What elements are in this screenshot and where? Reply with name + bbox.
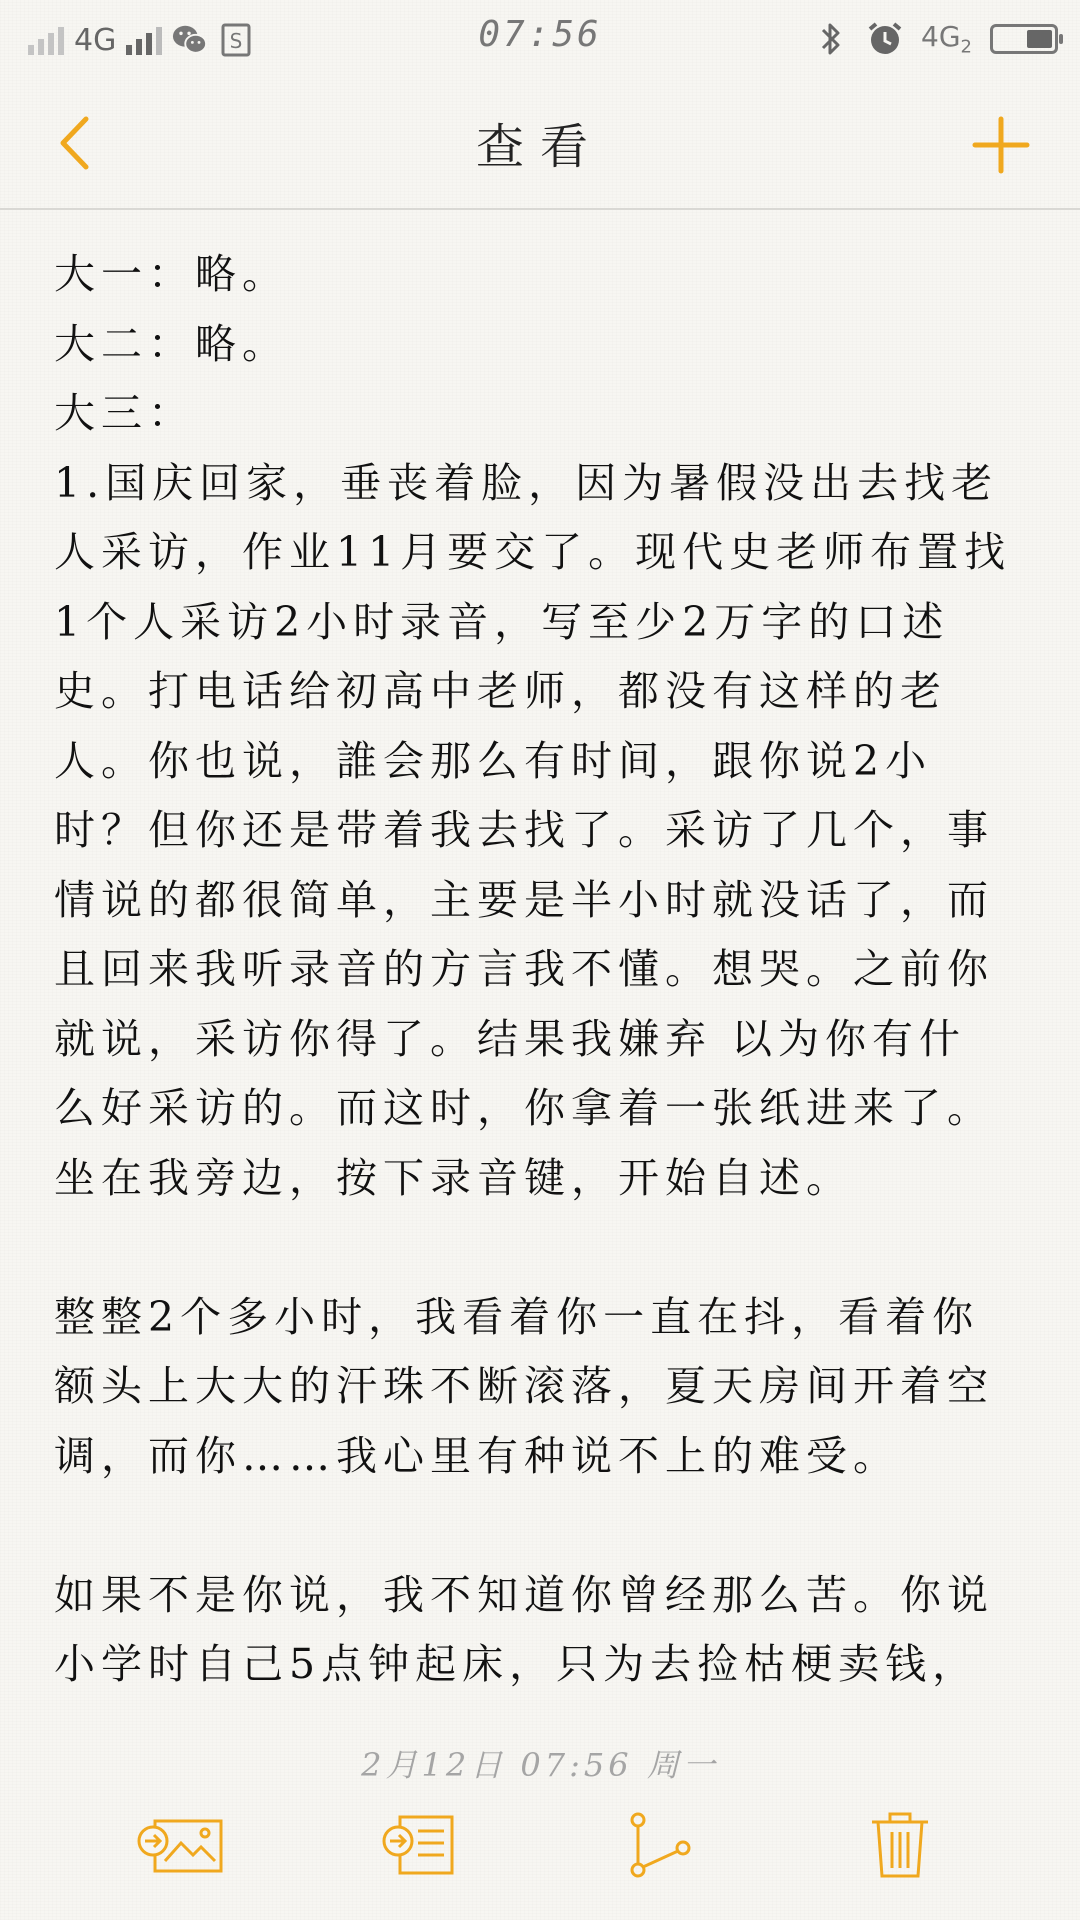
battery-level	[1027, 30, 1052, 48]
nav-bar	[0, 78, 1080, 210]
note-line: 如果不是你说，我不知道你曾经那么苦。你说	[54, 1570, 994, 1619]
network-type-label: 4G	[74, 22, 117, 58]
note-line: 大三：	[54, 389, 195, 437]
note-blank-line	[54, 1491, 1024, 1561]
network-4g2-label	[921, 20, 972, 58]
status-bar	[0, 0, 1080, 78]
plus-icon	[971, 115, 1031, 175]
network-right-label: 4G	[921, 20, 961, 54]
note-timestamp: 2月12日 07:56 周一	[361, 1746, 719, 1784]
checklist-button[interactable]	[365, 1790, 475, 1900]
battery-icon	[990, 24, 1058, 54]
note-line: 调，而你……我心里有种说不上的难受。	[54, 1431, 900, 1480]
trash-icon	[868, 1810, 932, 1880]
note-line: 人。你也说，誰会那么有时间，跟你说2小	[54, 736, 933, 785]
alarm-icon	[867, 21, 903, 57]
note-line: 坐在我旁边，按下录音键，开始自述。	[54, 1153, 853, 1202]
insert-image-button[interactable]	[125, 1790, 235, 1900]
checklist-icon	[380, 1813, 460, 1877]
note-body[interactable]	[54, 240, 1024, 1705]
share-button[interactable]	[605, 1790, 715, 1900]
note-line: 大一：略。	[54, 250, 289, 298]
note-line: 且回来我听录音的方言我不懂。想哭。之前你	[54, 945, 994, 993]
note-line: 1.国庆回家，垂丧着脸，因为暑假没出去找老	[54, 458, 999, 507]
bluetooth-icon	[813, 21, 849, 57]
status-time: 07:56	[478, 14, 602, 55]
note-line: 1个人采访2小时录音，写至少2万字的口述	[54, 597, 950, 646]
note-line: 史。打电话给初高中老师，都没有这样的老	[54, 667, 947, 715]
note-line: 人采访，作业11月要交了。现代史老师布置找	[54, 528, 1012, 576]
page-title: 查看	[475, 119, 604, 175]
delete-button[interactable]	[845, 1790, 955, 1900]
note-line: 大二：略。	[54, 319, 289, 368]
add-note-button[interactable]	[966, 110, 1036, 180]
bottom-toolbar	[0, 1770, 1080, 1920]
note-blank-line	[54, 1213, 1024, 1283]
note-line: 小学时自己5点钟起床，只为去捡枯梗卖钱，	[54, 1640, 980, 1688]
note-line: 情说的都很简单，主要是半小时就没话了，而	[54, 875, 994, 924]
note-line: 么好采访的。而这时，你拿着一张纸进来了。	[54, 1084, 994, 1132]
status-right-group	[813, 16, 1058, 62]
network-right-sub: 2	[960, 36, 972, 58]
note-line: 时？但你还是带着我去找了。采访了几个，事	[54, 806, 994, 854]
image-icon	[135, 1813, 225, 1877]
share-icon	[625, 1810, 695, 1880]
note-line: 就说，采访你得了。结果我嫌弃 以为你有什	[54, 1014, 967, 1063]
note-line: 整整2个多小时，我看着你一直在抖，看着你	[54, 1292, 980, 1341]
svg-text:S: S	[229, 29, 243, 53]
note-line: 额头上大大的汗珠不断滚落，夏天房间开着空	[54, 1362, 994, 1410]
